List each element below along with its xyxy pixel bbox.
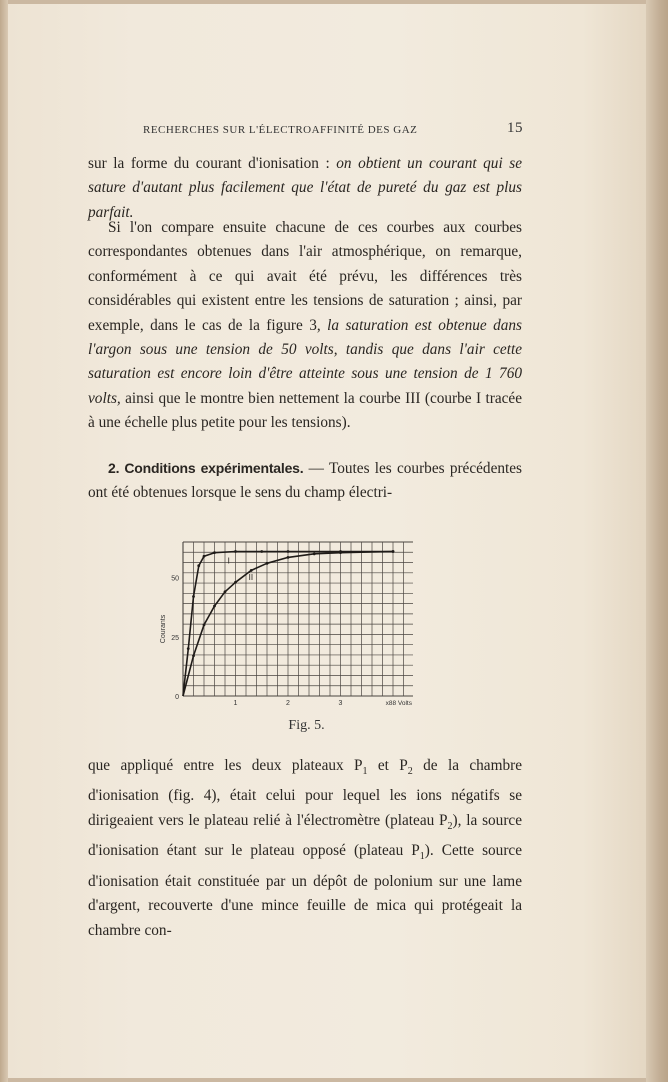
- para2-italic: la saturation est obtenue dans l'argon sous une tension de 50 volts, tandis que dans l'air cette saturation est encore loin d'être atteinte sous une tension de 1 760 volts,: [88, 316, 522, 407]
- para1-lead: sur la forme du courant d'ionisation :: [88, 155, 337, 172]
- para2-lead: Si l'on compare ensuite chacune de ces courbes aux courbes correspondantes obtenues dans l'air atmosphérique, on remarque, conformément à ce qui avait été prévu, les différences très considérables qui existent entre les tensions de saturation ; ainsi, par exemple, dans le cas de la figure 3,: [88, 219, 522, 334]
- data-point-I: [234, 550, 237, 553]
- data-point-I: [260, 550, 263, 553]
- page-left-edge: [0, 0, 8, 1082]
- data-point-I: [187, 647, 190, 650]
- data-point-II: [287, 556, 290, 559]
- para3-sub3: 2: [447, 820, 453, 832]
- figure-caption: Fig. 5.: [288, 718, 325, 733]
- running-title: RECHERCHES SUR L'ÉLECTROAFFINITÉ DES GAZ: [143, 124, 418, 136]
- x-axis-label: x88 Volts: [385, 700, 412, 707]
- section-dash: —: [303, 460, 329, 477]
- data-point-I: [287, 550, 290, 553]
- running-header: [143, 120, 523, 140]
- data-point-II: [213, 605, 216, 608]
- data-point-II: [266, 562, 269, 565]
- x-tick-label: 2: [286, 700, 290, 707]
- page-right-edge: [646, 0, 668, 1082]
- data-point-II: [192, 654, 195, 657]
- section-paragraph: [88, 456, 522, 506]
- para3-text-d: ), la source d'ionisation étant sur le plateau opposé (plateau P: [88, 811, 522, 860]
- data-point-I: [203, 555, 206, 558]
- data-point-II: [250, 569, 253, 572]
- y-tick-label: 0: [175, 694, 179, 701]
- data-point-II: [203, 624, 206, 627]
- paragraph-3: [88, 754, 522, 943]
- data-point-II: [339, 551, 342, 554]
- para3-text-b: et P: [367, 757, 408, 774]
- y-axis-label: Courants: [160, 614, 167, 644]
- paragraph-1: [88, 152, 522, 225]
- para3-text-c: de la chambre d'ionisation (fig. 4), était celui pour lequel les ions négatifs se dirigeaient vers le plateau relié à l'électromètre (plateau P: [88, 757, 523, 829]
- data-point-II: [392, 550, 395, 553]
- page-number: 15: [507, 120, 523, 136]
- para1-italic: on obtient un courant qui se sature d'autant plus facilement que l'état de pureté du gaz est plus parfait.: [88, 155, 522, 221]
- data-point-I: [213, 551, 216, 554]
- figure-5-chart: [153, 534, 413, 724]
- section-heading: 2. Conditions expérimentales.: [108, 460, 304, 476]
- para2-tail: ainsi que le montre bien nettement la courbe III (courbe I tracée à une échelle plus petite pour les tensions).: [88, 389, 522, 432]
- data-point-I: [192, 595, 195, 598]
- para3-sub1: 1: [362, 766, 368, 778]
- y-tick-label: 25: [171, 634, 179, 642]
- series-label-II: II: [248, 572, 254, 582]
- y-tick-label: 50: [171, 575, 179, 583]
- series-label-I: I: [227, 556, 230, 566]
- book-page: [8, 4, 646, 1078]
- section-text: Toutes les courbes précédentes ont été obtenues lorsque le sens du champ électri-: [88, 460, 523, 502]
- data-point-II: [224, 590, 227, 593]
- x-tick-label: 3: [338, 700, 343, 707]
- para3-text-a: que appliqué entre les deux plateaux P: [88, 757, 363, 774]
- x-tick-label: 1: [233, 700, 238, 707]
- para3-text-e: ). Cette source d'ionisation était constituée par un dépôt de polonium sur une lame d'argent, recouverte d'une mince feuille de mica qui protégeait la chambre con-: [88, 842, 522, 939]
- chart-svg: [153, 534, 413, 724]
- para3-sub2: 2: [407, 766, 413, 778]
- data-point-II: [234, 581, 237, 584]
- paragraph-2: [88, 216, 522, 436]
- para3-sub4: 1: [419, 851, 425, 863]
- data-point-II: [313, 552, 316, 555]
- data-point-I: [197, 564, 200, 567]
